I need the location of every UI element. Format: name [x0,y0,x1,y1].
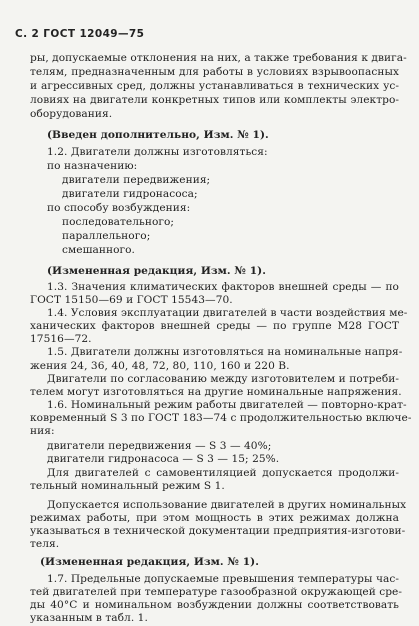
text-line: телям, предназначенным для работы в условиях взрывоопасных [30,66,399,78]
text-line: оборудования. [30,108,113,120]
text-line: ры, допускаемые отклонения на них, а также требования к двига- [30,52,407,64]
text-line: жения 24, 36, 40, 48, 72, 80, 110, 160 и 220 В. [30,359,290,372]
list-item: двигатели передвижения — S 3 — 40%; [47,439,272,452]
text-line: ГОСТ 15150—69 и ГОСТ 15543—70. [30,294,233,307]
text-line: и агрессивных сред, должны устанавливаться в технических ус- [30,80,399,92]
text-line: тельный номинальный режим S 1. [30,479,225,492]
text-line: по способу возбуждения: [47,202,191,214]
list-item: смешанного. [62,244,135,256]
text-line: 1.4. Условия эксплуатации двигателей в части воздействия ме- [47,307,408,320]
list-item: последовательного; [62,216,175,228]
text-line: Двигатели по согласованию между изготовителем и потреби- [47,372,399,385]
text-line: ковременный S 3 по ГОСТ 183—74 с продолжительностью включе- [30,411,412,424]
page-header: С. 2 ГОСТ 12049—75 [15,28,145,40]
text-line: 1.7. Предельные допускаемые превышения температуры час- [47,572,399,585]
text-line: ловиях на двигатели конкретных типов или комплекты электро- [30,94,399,106]
list-item: двигатели передвижения; [62,174,211,186]
list-item: параллельного; [62,230,151,242]
text-line: ды 40°C и номинальном возбуждении должны соответствовать [30,599,399,611]
list-item: двигатели гидронасоса — S 3 — 15; 25%. [47,452,280,465]
text-line: 1.3. Значения климатических факторов внешней среды — по [47,281,399,294]
text-line: 17516—72. [30,333,92,346]
list-item: двигатели гидронасоса; [62,188,198,200]
text-line: режимах работы, при этом мощность в этих режимах должна [30,512,399,525]
text-line: телем могут изготовляться на другие номинальные напряжения. [30,385,402,398]
text-line: по назначению: [47,160,138,172]
text-line: Допускается использование двигателей в других номинальных [47,499,407,512]
text-line: ния: [30,424,55,437]
amendment-note: (Измененная редакция, Изм. № 1). [47,265,266,277]
text-line: указываться в технической документации предприятия-изготови- [30,525,406,538]
text-line: 1.2. Двигатели должны изготовляться: [47,146,268,158]
text-line: тей двигателей при температуре газообразной окружающей сре- [30,585,402,598]
text-line: указанным в табл. 1. [30,612,148,624]
amendment-note: (Измененная редакция, Изм. № 1). [40,556,259,569]
text-line: теля. [30,538,60,551]
text-line: 1.6. Номинальный режим работы двигателей — повторно-крат- [47,398,407,411]
text-line: 1.5. Двигатели должны изготовляться на номинальные напря- [47,346,403,359]
amendment-note: (Введен дополнительно, Изм. № 1). [47,129,269,141]
text-line: Для двигателей с самовентиляцией допускается продолжи- [47,466,399,479]
text-line: ханических факторов внешней среды — по группе М28 ГОСТ [30,320,399,333]
